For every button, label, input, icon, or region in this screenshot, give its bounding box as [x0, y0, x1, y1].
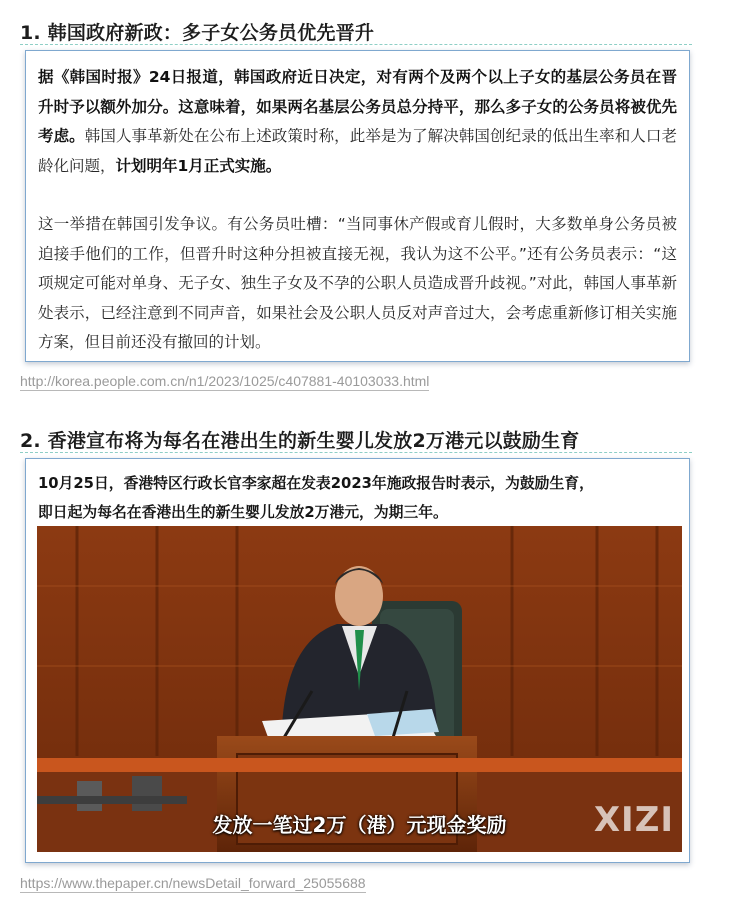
- section-1-paragraph-1: [38, 63, 677, 181]
- section-1-separator: [20, 44, 692, 45]
- photo-illustration: [37, 526, 682, 852]
- photo-watermark-logo: XIZI: [593, 800, 674, 840]
- body-text: 韩国人事革新处在公布上述政策时称，此举是为了解决韩国创纪录的低出生率和人口老龄化问题，: [38, 127, 677, 175]
- section-1-quote-box: [25, 50, 690, 362]
- emphasis-text: 计划明年1月正式实施。: [115, 156, 282, 175]
- section-2-line-2: 即日起为每名在香港出生的新生婴儿发放2万港元，为期三年。: [38, 504, 448, 521]
- emphasis-text: 据《韩国时报》24日报道，韩国政府近日决定，对有两个及两个以上子女的基层公务员在晋升时予以额外加分。这意味着，如果两名基层公务员总分持平，那么多子女的公务员将被优先考虑。: [38, 68, 677, 145]
- section-1-title: 1. 韩国政府新政：多子女公务员优先晋升: [20, 22, 375, 44]
- section-2-separator: [20, 452, 692, 453]
- section-1-source-link[interactable]: http://korea.people.com.cn/n1/2023/1025/c407881-40103033.html: [20, 373, 430, 389]
- photo-caption: 发放一笔过2万（港）元现金奖励: [212, 813, 507, 837]
- section-1-paragraph-2: 这一举措在韩国引发争议。有公务员吐槽：“当同事休产假或育儿假时，大多数单身公务员被迫接手他们的工作，但晋升时这种分担被直接无视，我认为这不公平。”还有公务员表示：“这项规定可能对单身、无子女、独生子女及不孕的公职人员造成晋升歧视。”对此，韩国人事革新处表示，已经注意到不同声音，如果社会及公职人员反对声音过大，会考虑重新修订相关实施方案，但目前还没有撤回的计划。: [38, 215, 677, 351]
- section-2-quote-box: [25, 458, 690, 863]
- section-2-source-link[interactable]: https://www.thepaper.cn/newsDetail_forward_25055688: [20, 875, 366, 891]
- section-2-line-1: 10月25日，香港特区行政长官李家超在发表2023年施政报告时表示，为鼓励生育，: [38, 475, 594, 492]
- section-2-title: 2. 香港宣布将为每名在港出生的新生婴儿发放2万港元以鼓励生育: [20, 430, 580, 452]
- news-photo: [37, 526, 682, 852]
